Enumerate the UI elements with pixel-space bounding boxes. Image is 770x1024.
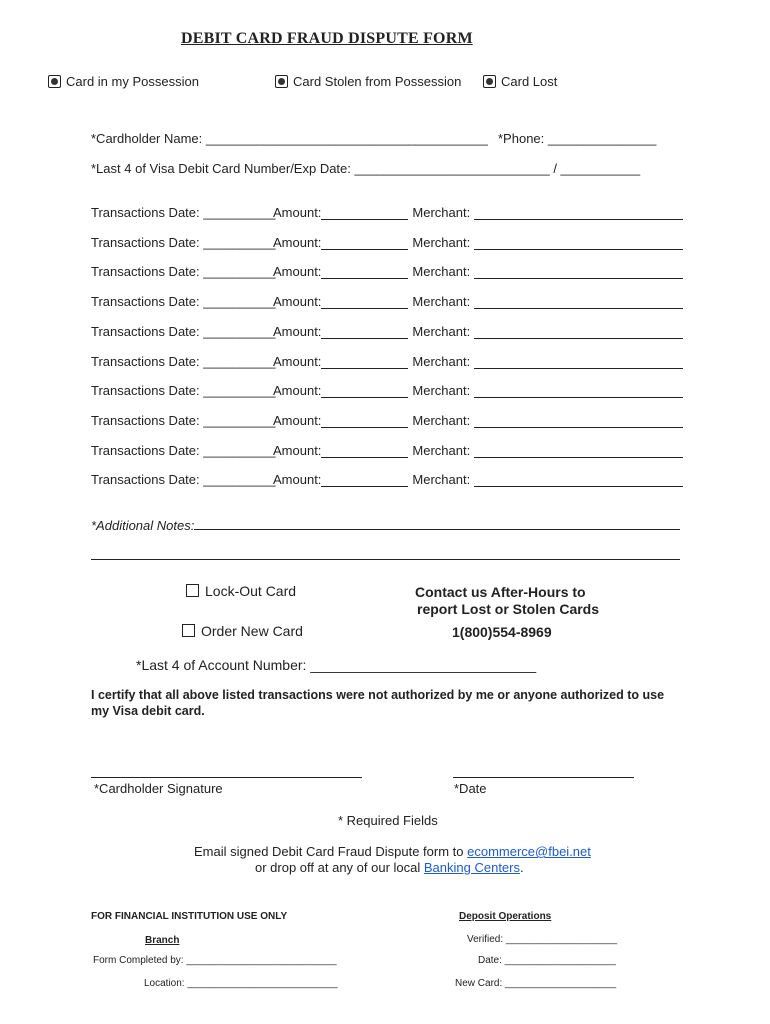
amount-input-line[interactable] [321, 386, 408, 398]
form-title: DEBIT CARD FRAUD DISPUTE FORM [181, 30, 473, 47]
email-link[interactable]: ecommerce@fbei.net [467, 844, 591, 859]
merchant-input-line[interactable] [474, 238, 683, 250]
option-card-lost[interactable] [483, 74, 557, 89]
option-card-stolen[interactable] [275, 74, 461, 89]
transaction-row [91, 443, 683, 458]
amount-label: Amount: [273, 234, 322, 250]
banking-centers-link[interactable]: Banking Centers [423, 860, 520, 875]
signature-line[interactable] [91, 777, 362, 778]
merchant-input-line[interactable] [474, 386, 683, 398]
transaction-row [91, 383, 683, 398]
additional-notes-label: *Additional Notes: [91, 518, 195, 533]
amount-input-line[interactable] [321, 267, 408, 279]
date-label: *Date [454, 781, 487, 796]
amount-input-line[interactable] [321, 446, 408, 458]
merchant-label: Merchant: [412, 234, 471, 250]
transaction-row [91, 413, 683, 428]
merchant-input-line[interactable] [474, 267, 683, 279]
additional-notes-line-2[interactable] [91, 559, 680, 560]
option-label: Card Lost [501, 74, 558, 89]
certify-line-1: I certify that all above listed transactions were not authorized by me or anyone authorized to use [91, 688, 665, 702]
new-card-field[interactable]: New Card: ____________________ [455, 978, 617, 989]
contact-phone: 1(800)554-8969 [452, 624, 552, 640]
order-new-card-option[interactable] [182, 623, 303, 639]
fi-use-only-heading: FOR FINANCIAL INSTITUTION USE ONLY [91, 911, 288, 922]
merchant-label: Merchant: [412, 323, 471, 339]
amount-input-line[interactable] [321, 416, 408, 428]
ops-date-field[interactable]: Date: ____________________ [478, 955, 616, 966]
transaction-date-field[interactable]: Transactions Date: __________ [91, 442, 276, 458]
email-prefix: Email signed Debit Card Fraud Dispute form to [194, 844, 468, 859]
merchant-label: Merchant: [412, 353, 471, 369]
transaction-date-field[interactable]: Transactions Date: __________ [91, 205, 276, 220]
lockout-card-option[interactable] [186, 583, 296, 599]
contact-line-1: Contact us After-Hours to [415, 584, 586, 600]
transaction-row [91, 264, 683, 279]
date-line[interactable] [453, 777, 634, 778]
verified-field[interactable]: Verified: ____________________ [467, 934, 618, 945]
transaction-row [91, 324, 683, 339]
certify-line-2: my Visa debit card. [91, 704, 205, 718]
transaction-date-field[interactable]: Transactions Date: __________ [91, 472, 276, 488]
dropoff-suffix: . [520, 860, 524, 875]
merchant-input-line[interactable] [474, 357, 683, 369]
merchant-input-line[interactable] [474, 446, 683, 458]
transaction-date-field[interactable]: Transactions Date: __________ [91, 264, 276, 280]
option-label: Card Stolen from Possession [293, 74, 462, 89]
transaction-date-field[interactable]: Transactions Date: __________ [91, 323, 276, 339]
cardholder-name-field[interactable]: *Cardholder Name: _______________________________________ [91, 131, 488, 146]
amount-label: Amount: [273, 323, 322, 339]
checkbox-icon[interactable] [182, 624, 195, 637]
merchant-label: Merchant: [412, 472, 471, 488]
option-label: Card in my Possession [66, 74, 199, 89]
dropoff-prefix: or drop off at any of our local [255, 860, 424, 875]
transaction-row [91, 294, 683, 309]
merchant-label: Merchant: [412, 383, 471, 399]
checkbox-icon[interactable] [186, 584, 199, 597]
additional-notes-line[interactable] [194, 529, 680, 530]
amount-label: Amount: [273, 412, 322, 428]
amount-input-line[interactable] [321, 327, 408, 339]
amount-label: Amount: [273, 264, 322, 280]
transaction-row [91, 205, 683, 220]
transaction-date-field[interactable]: Transactions Date: __________ [91, 294, 276, 310]
dropoff-instructions [255, 860, 524, 875]
merchant-label: Merchant: [412, 264, 471, 280]
required-fields-note: * Required Fields [338, 813, 438, 828]
radio-icon[interactable] [483, 75, 496, 88]
merchant-input-line[interactable] [474, 208, 683, 220]
transaction-date-field[interactable]: Transactions Date: __________ [91, 353, 276, 369]
merchant-label: Merchant: [412, 412, 471, 428]
amount-input-line[interactable] [321, 475, 408, 487]
merchant-label: Merchant: [412, 294, 471, 310]
amount-label: Amount: [273, 472, 322, 488]
radio-icon[interactable] [275, 75, 288, 88]
email-instructions [194, 844, 591, 859]
radio-icon[interactable] [48, 75, 61, 88]
form-completed-by-field[interactable]: Form Completed by: ___________________________ [93, 955, 337, 966]
transaction-row [91, 354, 683, 369]
deposit-ops-heading: Deposit Operations [459, 911, 552, 922]
phone-field[interactable]: *Phone: _______________ [498, 131, 657, 146]
merchant-label: Merchant: [412, 205, 471, 220]
merchant-input-line[interactable] [474, 327, 683, 339]
transaction-row [91, 472, 683, 487]
amount-label: Amount: [273, 294, 322, 310]
amount-input-line[interactable] [321, 238, 408, 250]
transaction-date-field[interactable]: Transactions Date: __________ [91, 412, 276, 428]
amount-label: Amount: [273, 205, 322, 220]
signature-label: *Cardholder Signature [94, 781, 223, 796]
location-field[interactable]: Location: ___________________________ [144, 978, 338, 989]
amount-label: Amount: [273, 353, 322, 369]
branch-heading: Branch [145, 935, 180, 946]
lockout-label: Lock-Out Card [205, 583, 297, 599]
amount-input-line[interactable] [321, 208, 408, 220]
amount-label: Amount: [273, 442, 322, 458]
last4-account-field[interactable]: *Last 4 of Account Number: _____________________________ [136, 657, 537, 673]
transaction-date-field[interactable]: Transactions Date: __________ [91, 234, 276, 250]
transaction-date-field[interactable]: Transactions Date: __________ [91, 383, 276, 399]
order-new-label: Order New Card [201, 623, 303, 639]
amount-input-line[interactable] [321, 297, 408, 309]
amount-input-line[interactable] [321, 357, 408, 369]
amount-label: Amount: [273, 383, 322, 399]
contact-line-2: report Lost or Stolen Cards [417, 601, 600, 617]
option-card-in-possession[interactable] [48, 74, 199, 89]
transaction-row [91, 235, 683, 250]
merchant-label: Merchant: [412, 442, 471, 458]
merchant-input-line[interactable] [474, 416, 683, 428]
merchant-input-line[interactable] [474, 475, 683, 487]
last4-visa-field[interactable]: *Last 4 of Visa Debit Card Number/Exp Date: ___________________________ / ___________ [91, 161, 641, 176]
merchant-input-line[interactable] [474, 297, 683, 309]
